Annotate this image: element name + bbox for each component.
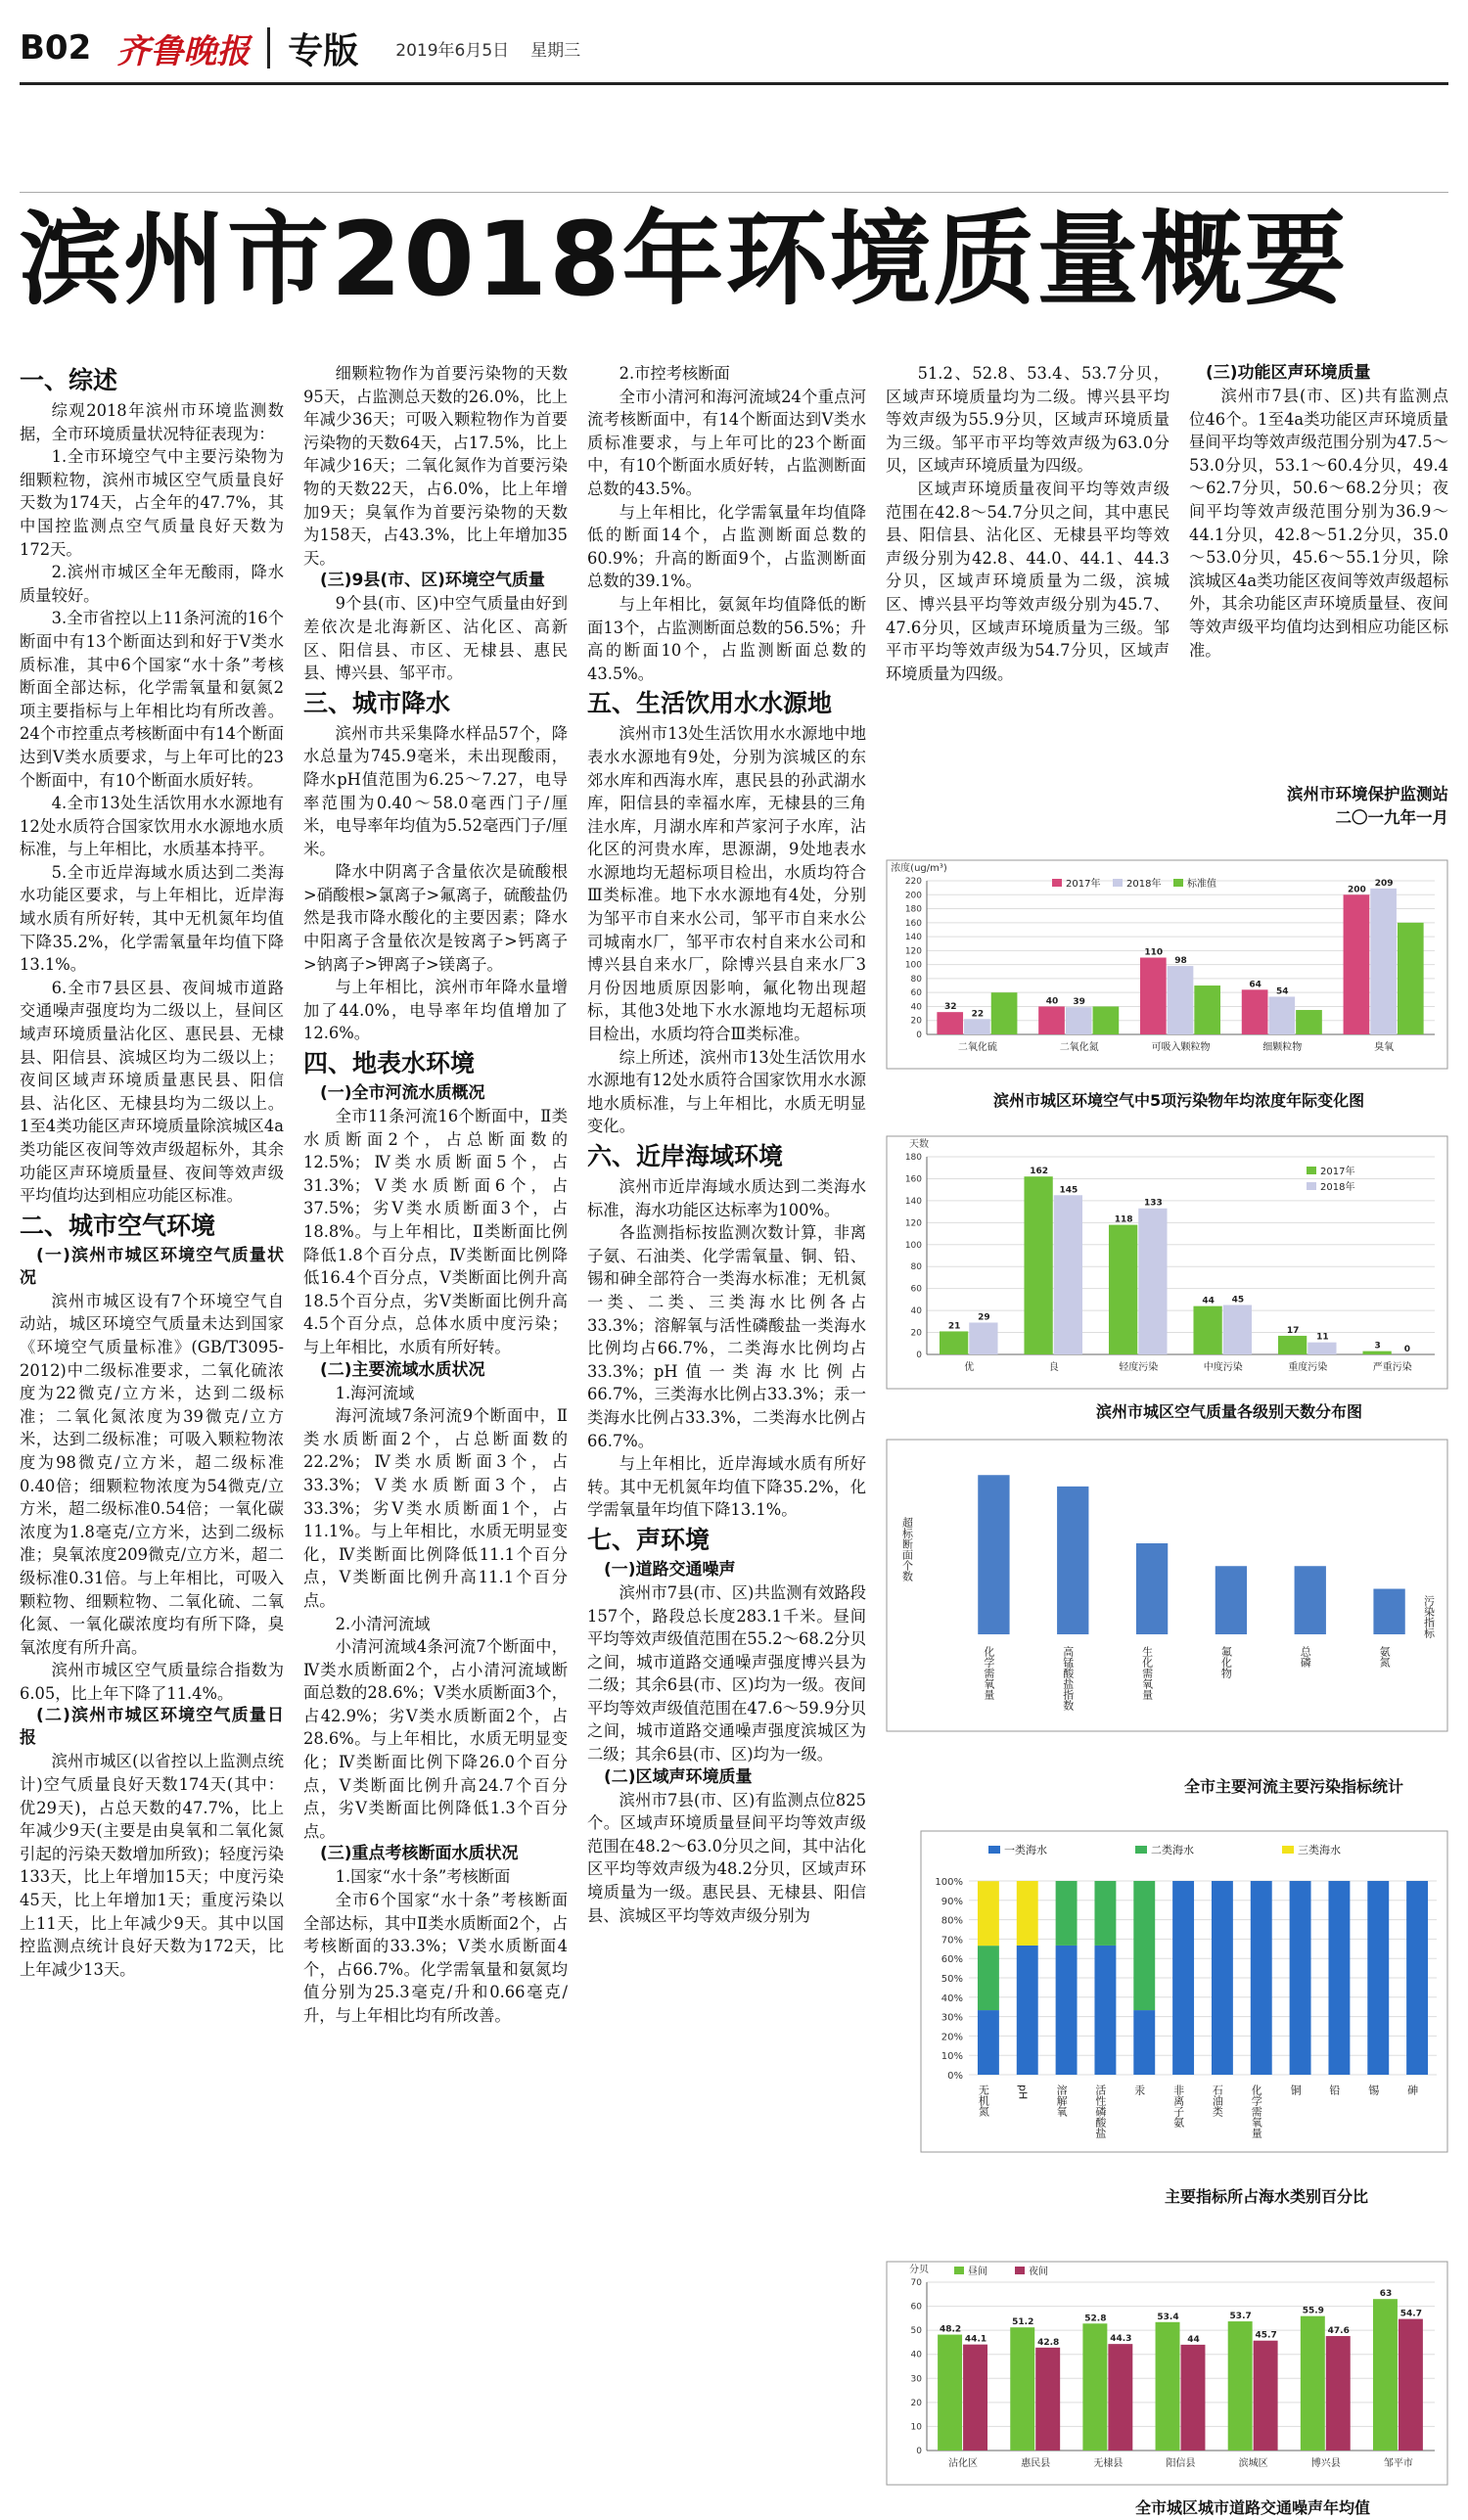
data-label: 133 bbox=[1143, 1198, 1163, 1209]
article-column-5 bbox=[1189, 362, 1448, 793]
data-label: 44 bbox=[1187, 2334, 1200, 2345]
section-heading: 三、城市降水 bbox=[303, 688, 451, 717]
y-axis-title: 浓度(ug/m³) bbox=[891, 863, 947, 874]
bar-昼间 bbox=[1301, 2316, 1325, 2451]
legend-swatch bbox=[1113, 879, 1123, 887]
bar-昼间 bbox=[1082, 2323, 1107, 2451]
legend-swatch bbox=[954, 2267, 964, 2274]
signature-block bbox=[1189, 783, 1448, 830]
traffic-noise-chart bbox=[886, 2261, 1448, 2486]
y-tick-label: 0% bbox=[947, 2071, 963, 2082]
y-tick-label: 160 bbox=[904, 918, 922, 929]
y-tick-label: 70% bbox=[940, 1935, 963, 1947]
data-label: 63 bbox=[1379, 2289, 1393, 2300]
data-label: 0 bbox=[1403, 1345, 1411, 1354]
paragraph: 1.国家“水十条”考核断面 bbox=[335, 1867, 511, 1887]
bar-2017年 bbox=[1278, 1336, 1307, 1354]
legend-swatch bbox=[1307, 1167, 1316, 1174]
paragraph: 滨州市7县(市、区)共监测有效路段157个，路段总长度283.1千米。昼间平均等效声级值范围在55.2～68.2分贝之间，城市道路交通噪声强度博兴县为二级；其余6县(市、区)均为一级。夜间平均等效声级值范围在47.6～59.9分贝之间，城市道路交通噪声强度滨城区为二级；其余6县(市、区)均为一级。 bbox=[587, 1582, 866, 1764]
sea-classes-chart bbox=[920, 1830, 1448, 2153]
category-label: 氨氮 bbox=[1378, 1646, 1392, 1668]
masthead-divider bbox=[267, 27, 270, 69]
y-tick-label: 120 bbox=[904, 946, 922, 957]
data-label: 45 bbox=[1231, 1295, 1245, 1306]
bar-昼间 bbox=[1228, 2321, 1253, 2451]
paragraph: 滨州市7县(市、区)共有监测点位46个。1至4a类功能区声环境质量昼间平均等效声级范围分别为47.5～53.0分贝，53.1～60.4分贝，49.4～62.7分贝，50.6～68.2分贝；夜间平均等效声级范围分别为36.9～44.1分贝，42.8～51.2分贝，35.0～53.0分贝，45.6～55.1分贝，除滨城区4a类功能区夜间等效声级超标外，其余功能区声环境质量昼、夜间等效声级平均值均达到相应功能区标准。 bbox=[1189, 387, 1448, 660]
category-label: 铅 bbox=[1327, 2085, 1341, 2095]
bar-exceed-count bbox=[978, 1475, 1009, 1634]
data-label: 44.1 bbox=[964, 2334, 987, 2345]
subsection-heading: (二)主要流域水质状况 bbox=[320, 1359, 485, 1380]
data-label: 17 bbox=[1286, 1325, 1300, 1336]
bar-exceed-count bbox=[1295, 1566, 1326, 1634]
bar-2017年 bbox=[1344, 894, 1370, 1034]
legend-swatch bbox=[1135, 1846, 1147, 1854]
category-label: 细颗粒物 bbox=[1262, 1042, 1303, 1053]
paragraph: 综观2018年滨州市环境监测数据，全市环境质量状况特征表现为： bbox=[20, 401, 284, 443]
bar-夜间 bbox=[1399, 2319, 1423, 2451]
river-indicators-caption: 全市主要河流主要污染指标统计 bbox=[1184, 1777, 1404, 1796]
bar-2018年 bbox=[1223, 1306, 1252, 1355]
bar-夜间 bbox=[1254, 2341, 1278, 2451]
paragraph: 与上年相比，滨州市年降水量增加了44.0%，电导率年均值增加了12.6%。 bbox=[303, 978, 568, 1043]
page-headline: 滨州市2018年环境质量概要 bbox=[20, 200, 1349, 319]
paragraph: 3.全市省控以上11条河流的16个断面中有13个断面达到和好于Ⅴ类水质标准，其中6个国家“水十条”考核断面全部达标，化学需氧量和氨氮2项主要指标与上年相比均有所改善。24个市控重点考核断面中有14个断面达到Ⅴ类水质要求，与上年可比的23个断面中，有10个断面水质好转。 bbox=[20, 609, 284, 790]
issue-weekday: 星期三 bbox=[530, 40, 581, 61]
bar-2018年 bbox=[964, 1019, 990, 1034]
aqi-days-chart bbox=[886, 1135, 1448, 1390]
subsection-heading: (二)区域声环境质量 bbox=[604, 1766, 753, 1787]
y-tick-label: 80 bbox=[910, 974, 922, 985]
category-label: 活性磷酸盐 bbox=[1093, 2085, 1107, 2138]
category-label: 二氧化硫 bbox=[957, 1042, 997, 1053]
signature-org: 滨州市环境保护监测站 bbox=[1287, 785, 1448, 803]
paragraph: 5.全市近岸海域水质达到二类海水功能区要求，与上年相比，近岸海域水质有所好转，其中无机氮年均值下降35.2%，化学需氧量年均值下降13.1%。 bbox=[20, 862, 284, 975]
y-tick-label: 80% bbox=[940, 1915, 963, 1927]
signature-date: 二〇一九年一月 bbox=[1335, 808, 1448, 827]
paragraph: 滨州市共采集降水样品57个，降水总量为745.9毫米，未出现酸雨，降水pH值范围为6.25～7.27，电导率范围为0.40～58.0毫西门子/厘米，电导率年均值为5.52毫西门子/厘米。 bbox=[303, 723, 568, 858]
legend-label: 一类海水 bbox=[1004, 1844, 1047, 1856]
paragraph: 区域声环境质量夜间平均等效声级范围在42.8～54.7分贝之间，其中惠民县、阳信县、沾化区、无棣县平均等效声级分别为42.8、44.0、44.1、44.3分贝，区域声环境质量为二级，滨城区、博兴县平均等效声级分别为45.7、47.6分贝，区域声环境质量为三级。邹平市平均等效声级为54.7分贝，区域声环境质量为四级。 bbox=[886, 479, 1170, 683]
data-label: 209 bbox=[1374, 878, 1394, 889]
data-label: 51.2 bbox=[1012, 2317, 1034, 2328]
paragraph: 小清河流域4条河流7个断面中，Ⅳ类水质断面2个，占小清河流域断面总数的28.6%；Ⅴ类水质断面3个，占42.9%；劣Ⅴ类水质断面2个，占28.6%。与上年相比，水质无明显变化；Ⅳ类断面比例下降26.0个百分点，Ⅴ类断面比例升高24.7个百分点，劣Ⅴ类断面比例降低1.3个百分点。 bbox=[303, 1637, 568, 1841]
y-tick-label: 180 bbox=[904, 904, 922, 915]
y-tick-label: 140 bbox=[904, 1196, 922, 1207]
y-tick-label: 140 bbox=[904, 933, 922, 943]
paragraph: 9个县(市、区)中空气质量由好到差依次是北海新区、沾化区、高新区、阳信县、市区、无棣县、惠民县、博兴县、邹平市。 bbox=[303, 594, 568, 683]
paragraph: 51.2、52.8、53.4、53.7分贝，区域声环境质量均为二级。博兴县平均等效声级为55.9分贝，区域声环境质量为三级。邹平市平均等效声级为63.0分贝，区域声环境质量为四级。 bbox=[886, 364, 1170, 476]
article-column-3 bbox=[587, 362, 866, 2515]
bar-夜间 bbox=[1035, 2348, 1060, 2451]
aqi-days-caption: 滨州市城区空气质量各级别天数分布图 bbox=[1096, 1402, 1363, 1421]
bar-一类海水 bbox=[978, 2010, 999, 2075]
bar-一类海水 bbox=[1367, 1881, 1389, 2075]
bar-三类海水 bbox=[978, 1881, 999, 1946]
bar-2018年 bbox=[1138, 1209, 1167, 1354]
traffic-noise-caption: 全市城区城市道路交通噪声年均值 bbox=[1135, 2498, 1371, 2517]
data-label: 54 bbox=[1276, 986, 1289, 997]
bar-一类海水 bbox=[1406, 1881, 1428, 2075]
legend-label: 2017年 bbox=[1320, 1167, 1355, 1177]
subsection-heading: (二)滨州市城区环境空气质量日报 bbox=[20, 1706, 284, 1749]
y-axis-title: 超标断面个数 bbox=[900, 1517, 914, 1581]
data-label: 3 bbox=[1374, 1341, 1381, 1352]
bar-昼间 bbox=[1010, 2327, 1034, 2451]
bar-exceed-count bbox=[1057, 1487, 1088, 1634]
data-label: 21 bbox=[947, 1321, 961, 1332]
bar-昼间 bbox=[1373, 2299, 1398, 2451]
y-tick-label: 30% bbox=[940, 2012, 963, 2024]
bar-2018年 bbox=[1370, 889, 1397, 1034]
paragraph: 滨州市城区(以省控以上监测点统计)空气质量良好天数174天(其中：优29天)，占总天数的47.7%，比上年减少9天(主要是由臭氧和二氧化氮引起的污染天数增加所致)；轻度污染133天，比上年增加15天；中度污染45天，比上年增加1天；重度污染以上11天，比上年减少9天。其中以国控监测点统计良好天数为172天，比上年减少13天。 bbox=[20, 1752, 284, 1979]
category-label: 臭氧 bbox=[1374, 1042, 1395, 1053]
category-label: 化学需氧量 bbox=[1250, 2085, 1263, 2138]
y-tick-label: 10% bbox=[940, 2051, 963, 2063]
paragraph: 滨州市城区设有7个环境空气自动站，城区环境空气质量未达到国家《环境空气质量标准》(GB/T3095-2012)中二级标准要求，二氧化硫浓度为22微克/立方米，达到二级标准；二氧化氮浓度为39微克/立方米，达到二级标准；可吸入颗粒物浓度为98微克/立方米，超二级标准0.40倍；细颗粒物浓度为54微克/立方米，超二级标准0.54倍；一氧化碳浓度为1.8毫克/立方米，达到二级标准；臭氧浓度209微克/立方米，超二级标准0.31倍。与上年相比，可吸入颗粒物、细颗粒物、二氧化硫、二氧化氮、一氧化碳浓度均有所下降，臭氧浓度有所升高。 bbox=[20, 1291, 284, 1657]
bar-2018年 bbox=[1054, 1195, 1082, 1354]
section-heading: 五、生活饮用水水源地 bbox=[587, 689, 833, 718]
bar-一类海水 bbox=[1172, 1881, 1194, 2075]
category-label: 汞 bbox=[1132, 2085, 1146, 2095]
y-tick-label: 180 bbox=[904, 1153, 922, 1163]
legend-swatch bbox=[1015, 2267, 1025, 2274]
bar-2017年 bbox=[1038, 1006, 1065, 1034]
category-label: 高锰酸盐指数 bbox=[1061, 1646, 1075, 1711]
legend-swatch bbox=[1173, 879, 1183, 887]
data-label: 39 bbox=[1073, 997, 1085, 1008]
bar-2018年 bbox=[1307, 1343, 1336, 1354]
legend-label: 昼间 bbox=[968, 2267, 987, 2277]
data-label: 53.7 bbox=[1229, 2312, 1252, 2322]
data-label: 40 bbox=[1045, 996, 1059, 1007]
pollutant-annual-chart bbox=[886, 859, 1448, 1070]
bar-一类海水 bbox=[1094, 1946, 1116, 2075]
bar-标准值 bbox=[1296, 1010, 1322, 1034]
category-label: 溶解氧 bbox=[1055, 2085, 1069, 2117]
sea-classes-caption: 主要指标所占海水类别百分比 bbox=[1165, 2187, 1369, 2206]
data-label: 45.7 bbox=[1255, 2330, 1277, 2341]
subsection-heading: (三)重点考核断面水质状况 bbox=[320, 1844, 519, 1864]
y-tick-label: 50 bbox=[910, 2326, 922, 2337]
section-heading: 七、声环境 bbox=[587, 1525, 711, 1554]
data-label: 52.8 bbox=[1084, 2314, 1107, 2324]
y-axis-title: 分贝 bbox=[909, 2265, 929, 2275]
subsection-heading: (三)9县(市、区)环境空气质量 bbox=[320, 571, 545, 591]
y-tick-label: 60 bbox=[910, 1284, 922, 1295]
y-tick-label: 50% bbox=[940, 1974, 963, 1985]
y-tick-label: 30 bbox=[910, 2374, 922, 2385]
bar-2017年 bbox=[1242, 989, 1268, 1034]
data-label: 22 bbox=[971, 1009, 985, 1020]
page-number: B02 bbox=[20, 28, 92, 68]
article-column-1 bbox=[20, 362, 284, 2515]
category-label: 无机氮 bbox=[977, 2085, 990, 2117]
section-heading: 二、城市空气环境 bbox=[20, 1211, 216, 1240]
y-tick-label: 40 bbox=[910, 1002, 922, 1013]
legend-label: 三类海水 bbox=[1298, 1844, 1341, 1856]
bar-昼间 bbox=[1156, 2322, 1180, 2451]
paragraph: 与上年相比，近岸海域水质有所好转。其中无机氮年均值下降35.2%，化学需氧量年均值下降13.1%。 bbox=[587, 1454, 866, 1520]
category-label: 轻度污染 bbox=[1119, 1362, 1159, 1373]
y-tick-label: 100% bbox=[935, 1877, 963, 1888]
y-tick-label: 220 bbox=[904, 877, 922, 887]
bar-夜间 bbox=[1108, 2344, 1132, 2451]
data-label: 47.6 bbox=[1327, 2326, 1350, 2337]
paragraph: 全市小清河和海河流域24个重点河流考核断面中，有14个断面达到Ⅴ类水质标准要求，与上年可比的23个断面中，有10个断面水质好转，占监测断面总数的43.5%。 bbox=[587, 387, 866, 498]
bar-一类海水 bbox=[1133, 2010, 1155, 2075]
legend-swatch bbox=[1282, 1846, 1294, 1854]
bar-2017年 bbox=[1109, 1225, 1137, 1354]
bar-二类海水 bbox=[1094, 1881, 1116, 1946]
category-label: pH bbox=[1016, 2085, 1030, 2100]
bar-2017年 bbox=[1140, 958, 1167, 1035]
y-tick-label: 60 bbox=[910, 2302, 922, 2313]
paragraph: 各监测指标按监测次数计算，非离子氨、石油类、化学需氧量、铜、铅、锡和砷全部符合一类海水标准；无机氮一类、二类、三类海水比例各占33.3%；溶解氧与活性磷酸盐一类海水比例均占66.7%，二类海水比例均占33.3%；pH值一类海水比例占66.7%，三类海水比例占33.3%；汞一类海水比例占33.3%，二类海水比例占66.7%。 bbox=[587, 1223, 866, 1450]
subsection-heading: (一)滨州市城区环境空气质量状况 bbox=[20, 1245, 284, 1288]
legend-label: 2018年 bbox=[1320, 1182, 1355, 1193]
y-tick-label: 80 bbox=[910, 1262, 922, 1273]
category-label: 非离子氨 bbox=[1171, 2085, 1185, 2128]
bar-2017年 bbox=[937, 1012, 963, 1034]
subsection-heading: (一)全市河流水质概况 bbox=[320, 1083, 485, 1104]
headline-top-rule bbox=[20, 192, 1448, 193]
bar-昼间 bbox=[938, 2335, 962, 2451]
category-label: 氟化物 bbox=[1219, 1646, 1233, 1678]
paragraph: 与上年相比，氨氮年均值降低的断面13个，占监测断面总数的56.5%；升高的断面10个，占监测断面总数的43.5%。 bbox=[587, 594, 866, 683]
y-tick-label: 40 bbox=[910, 1306, 922, 1317]
legend-label: 2017年 bbox=[1066, 879, 1101, 890]
y-tick-label: 20% bbox=[940, 2032, 963, 2043]
category-label: 良 bbox=[1048, 1362, 1059, 1373]
bar-标准值 bbox=[1398, 923, 1424, 1034]
y-tick-label: 70 bbox=[910, 2278, 922, 2288]
category-label: 砷 bbox=[1405, 2085, 1419, 2095]
paragraph: 1.海河流域 bbox=[335, 1383, 415, 1402]
paragraph: 细颗粒物作为首要污染物的天数95天，占监测总天数的26.0%，比上年减少36天；可吸入颗粒物作为首要污染物的天数64天，占17.5%，比上年减少16天；二氧化氮作为首要污染物的天数22天，占6.0%，比上年增加9天；臭氧作为首要污染物的天数为158天，占43.3%，比上年增加35天。 bbox=[303, 364, 568, 568]
paragraph: 2.市控考核断面 bbox=[619, 364, 730, 383]
category-label: 无棣县 bbox=[1093, 2458, 1124, 2469]
y-tick-label: 160 bbox=[904, 1174, 922, 1185]
bar-一类海水 bbox=[1212, 1881, 1233, 2075]
bar-2018年 bbox=[1268, 996, 1295, 1034]
data-label: 162 bbox=[1030, 1167, 1049, 1177]
data-label: 64 bbox=[1249, 980, 1262, 990]
bar-标准值 bbox=[1093, 1006, 1120, 1034]
y-tick-label: 0 bbox=[916, 2447, 922, 2456]
data-label: 29 bbox=[978, 1312, 990, 1323]
category-label: 沾化区 bbox=[948, 2458, 979, 2469]
data-label: 44 bbox=[1202, 1296, 1215, 1306]
legend-label: 二类海水 bbox=[1151, 1844, 1194, 1856]
pollutant-annual-caption: 滨州市城区环境空气中5项污染物年均浓度年际变化图 bbox=[993, 1091, 1365, 1110]
category-label: 总磷 bbox=[1299, 1646, 1312, 1668]
bar-夜间 bbox=[963, 2345, 987, 2451]
data-label: 54.7 bbox=[1399, 2309, 1423, 2319]
masthead-bar bbox=[20, 18, 1448, 78]
data-label: 44.3 bbox=[1110, 2334, 1132, 2345]
bar-一类海水 bbox=[1017, 1946, 1038, 2075]
y-tick-label: 0 bbox=[916, 1351, 922, 1360]
category-label: 中度污染 bbox=[1203, 1362, 1243, 1373]
paragraph: 海河流域7条河流9个断面中，Ⅱ类水质断面2个，占总断面数的22.2%；Ⅳ类水质断面3个，占33.3%；Ⅴ类水质断面3个，占33.3%；劣Ⅴ类水质断面1个，占11.1%。与上年相比，水质无明显变化，Ⅳ类断面比例降低11.1个百分点，Ⅴ类断面比例升高11.1个百分点。 bbox=[303, 1406, 568, 1610]
y-tick-label: 20 bbox=[910, 1016, 922, 1027]
data-label: 48.2 bbox=[939, 2324, 962, 2335]
article-column-2 bbox=[303, 362, 568, 2515]
paragraph: 滨州市13处生活饮用水水源地中地表水水源地有9处，分别为滨城区的东郊水库和西海水库，惠民县的孙武湖水库，阳信县的幸福水库，无棣县的三角洼水库，月湖水库和芦家河子水库，沾化区的河贵水库，思源湖，9处地表水水源地均无超标项目检出，水质均符合Ⅲ类标准。地下水水源地有4处，分别为邹平市自来水公司，邹平市自来水公司城南水厂，邹平市农村自来水公司和博兴县自来水厂，除博兴县自来水厂3月份因地质原因影响，氟化物出现超标，其他3处地下水水源地均无超标项目检出，水质均符合Ⅲ类标准。 bbox=[587, 724, 866, 1044]
bar-2017年 bbox=[1024, 1176, 1052, 1354]
data-label: 110 bbox=[1144, 947, 1164, 958]
y-tick-label: 10 bbox=[910, 2422, 922, 2433]
legend-label: 2018年 bbox=[1126, 879, 1162, 890]
data-label: 55.9 bbox=[1302, 2306, 1324, 2316]
paragraph: 滨州市近岸海域水质达到二类海水标准，海水功能区达标率为100%。 bbox=[587, 1177, 866, 1219]
paragraph: 综上所述，滨州市13处生活饮用水水源地有12处水质符合国家饮用水水源地水质标准，与上年相比，水质无明显变化。 bbox=[587, 1047, 866, 1136]
bar-一类海水 bbox=[1290, 1881, 1311, 2075]
data-label: 32 bbox=[943, 1002, 957, 1013]
paragraph: 1.全市环境空气中主要污染物为细颗粒物，滨州市城区空气质量良好天数为174天，占全年的47.7%，其中国控监测点空气质量良好天数为172天。 bbox=[20, 447, 284, 559]
y-axis-title: 天数 bbox=[909, 1139, 929, 1150]
bar-2018年 bbox=[969, 1322, 997, 1354]
legend-swatch bbox=[1052, 879, 1062, 887]
section-title: 专版 bbox=[288, 30, 359, 71]
category-label: 可吸入颗粒物 bbox=[1151, 1042, 1211, 1053]
section-heading: 六、近岸海域环境 bbox=[587, 1142, 784, 1170]
y-tick-label: 200 bbox=[904, 891, 922, 901]
y-tick-label: 100 bbox=[904, 960, 922, 971]
y-tick-label: 60% bbox=[940, 1954, 963, 1966]
paragraph: 6.全市7县区县、夜间城市道路交通噪声强度均为二级以上，昼间区域声环境质量沾化区、惠民县、无棣县、阳信县、滨城区均为二级以上；夜间区域声环境质量惠民县、阳信县、沾化区、无棣县均为二级以上。1至4类功能区声环境质量除滨城区4a类功能区夜间等效声级超标外，其余功能区声环境质量昼、夜间等效声级平均值均达到相应功能区标准。 bbox=[20, 978, 284, 1206]
bar-二类海水 bbox=[978, 1946, 999, 2010]
paragraph: 全市6个国家“水十条”考核断面全部达标，其中Ⅱ类水质断面2个，占考核断面的33.3%；Ⅴ类水质断面4个，占66.7%。化学需氧量和氨氮均值分别为25.3毫克/升和0.66毫克/升，与上年相比均有所改善。 bbox=[303, 1891, 568, 2025]
section-heading: 四、地表水环境 bbox=[303, 1049, 476, 1078]
category-label: 优 bbox=[964, 1362, 975, 1373]
bar-夜间 bbox=[1326, 2336, 1351, 2451]
category-label: 锡 bbox=[1366, 2085, 1380, 2095]
bar-一类海水 bbox=[1056, 1946, 1078, 2075]
y-tick-label: 20 bbox=[910, 1328, 922, 1339]
legend-swatch bbox=[988, 1846, 1000, 1854]
y-tick-label: 0 bbox=[916, 1031, 922, 1040]
paragraph: 2.滨州市城区全年无酸雨，降水质量较好。 bbox=[20, 563, 284, 605]
bar-标准值 bbox=[1194, 985, 1220, 1034]
category-label: 邹平市 bbox=[1383, 2458, 1413, 2469]
y-tick-label: 90% bbox=[940, 1896, 963, 1907]
y-tick-label: 40% bbox=[940, 1993, 963, 2004]
article-column-4 bbox=[886, 362, 1170, 793]
bar-2018年 bbox=[1066, 1007, 1092, 1034]
paragraph: 滨州市7县(市、区)有监测点位825个。区域声环境质量昼间平均等效声级范围在48.2～63.0分贝之间，其中沾化区平均等效声级为48.2分贝，区域声环境质量为一级。惠民县、无棣县、阳信县、滨城区平均等效声级分别为 bbox=[587, 1790, 866, 1925]
bar-夜间 bbox=[1181, 2345, 1206, 2451]
y-tick-label: 20 bbox=[910, 2398, 922, 2408]
category-label: 重度污染 bbox=[1288, 1362, 1328, 1373]
bar-exceed-count bbox=[1136, 1543, 1168, 1634]
category-label: 滨城区 bbox=[1238, 2458, 1268, 2469]
category-label: 惠民县 bbox=[1021, 2458, 1051, 2469]
bar-标准值 bbox=[991, 992, 1018, 1034]
paragraph: 滨州市城区空气质量综合指数为6.05，比上年下降了11.4%。 bbox=[20, 1661, 284, 1703]
river-indicators-chart bbox=[886, 1439, 1448, 1732]
newspaper-logo: 齐鲁晚报 bbox=[116, 31, 251, 71]
data-label: 200 bbox=[1348, 885, 1366, 895]
bar-一类海水 bbox=[1251, 1881, 1272, 2075]
bar-2017年 bbox=[1193, 1306, 1221, 1354]
bar-二类海水 bbox=[1056, 1881, 1078, 1946]
data-label: 42.8 bbox=[1037, 2337, 1060, 2348]
bar-二类海水 bbox=[1133, 1881, 1155, 2010]
data-label: 53.4 bbox=[1157, 2312, 1179, 2322]
x-axis-title: 污染指标 bbox=[1422, 1595, 1436, 1638]
category-label: 生化需氧量 bbox=[1140, 1646, 1154, 1700]
bar-exceed-count bbox=[1216, 1566, 1247, 1634]
subsection-heading: (三)功能区声环境质量 bbox=[1206, 363, 1371, 383]
bar-2017年 bbox=[940, 1331, 968, 1354]
paragraph: 降水中阴离子含量依次是硫酸根>硝酸根>氯离子>氟离子，硫酸盐仍然是我市降水酸化的主要因素；降水中阳离子含量依次是铵离子>钙离子>钠离子>钾离子>镁离子。 bbox=[303, 862, 568, 974]
paragraph: 4.全市13处生活饮用水水源地有12处水质符合国家饮用水水源地水质标准，与上年相比，水质基本持平。 bbox=[20, 794, 284, 859]
bar-三类海水 bbox=[1017, 1881, 1038, 1946]
y-tick-label: 40 bbox=[910, 2350, 922, 2360]
legend-swatch bbox=[1307, 1182, 1316, 1190]
category-label: 博兴县 bbox=[1310, 2458, 1341, 2469]
legend-label: 标准值 bbox=[1187, 879, 1216, 890]
data-label: 11 bbox=[1316, 1332, 1329, 1343]
paragraph: 与上年相比，化学需氧量年均值降低的断面14个，占监测断面总数的60.9%；升高的断面9个，占监测断面总数的39.1%。 bbox=[587, 502, 866, 591]
category-label: 石油类 bbox=[1211, 2085, 1224, 2117]
data-label: 118 bbox=[1114, 1214, 1133, 1225]
paragraph: 2.小清河流域 bbox=[335, 1614, 431, 1633]
issue-date: 2019年6月5日 bbox=[395, 40, 510, 61]
y-tick-label: 100 bbox=[904, 1240, 922, 1251]
category-label: 铜 bbox=[1289, 2085, 1303, 2095]
category-label: 阳信县 bbox=[1166, 2458, 1196, 2469]
masthead-rule bbox=[20, 82, 1448, 85]
subsection-heading: (一)道路交通噪声 bbox=[604, 1559, 736, 1580]
bar-2017年 bbox=[1362, 1352, 1391, 1354]
data-label: 145 bbox=[1059, 1185, 1078, 1196]
category-label: 二氧化氮 bbox=[1059, 1042, 1099, 1053]
section-heading: 一、综述 bbox=[20, 366, 118, 394]
data-label: 98 bbox=[1174, 956, 1187, 967]
paragraph: 全市11条河流16个断面中，Ⅱ类水质断面2个，占总断面数的12.5%；Ⅳ类水质断面5个，占31.3%；Ⅴ类水质断面6个，占37.5%；劣Ⅴ类水质断面3个，占18.8%。与上年相比，Ⅱ类断面比例降低1.8个百分点，Ⅳ类断面比例降低16.4个百分点，Ⅴ类断面比例升高18.5个百分点，劣Ⅴ类断面比例升高4.5个百分点，总体水质中度污染；与上年相比，水质有所好转。 bbox=[303, 1107, 568, 1356]
bar-一类海水 bbox=[1328, 1881, 1350, 2075]
y-tick-label: 120 bbox=[904, 1218, 922, 1229]
bar-exceed-count bbox=[1373, 1589, 1404, 1635]
y-tick-label: 60 bbox=[910, 988, 922, 999]
category-label: 化学需氧量 bbox=[982, 1646, 995, 1700]
legend-label: 夜间 bbox=[1029, 2267, 1048, 2277]
bar-2018年 bbox=[1168, 966, 1194, 1034]
category-label: 严重污染 bbox=[1372, 1362, 1412, 1373]
